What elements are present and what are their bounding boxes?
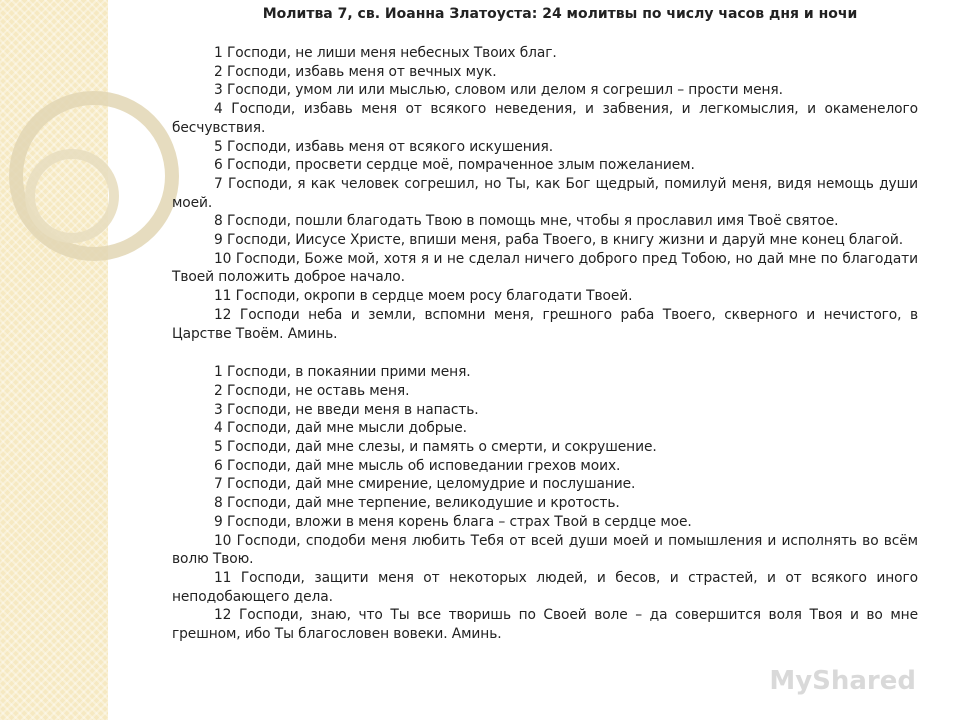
prayer-line: 7 Господи, дай мне смирение, целомудрие и послушание.	[214, 476, 636, 493]
prayer-line: 4 Господи, дай мне мысли добрые.	[214, 420, 467, 437]
prayer-line: 10 Господи, Боже мой, хотя я и не сделал ничего доброго пред Тобою, но дай мне по благодати Твоей положить доброе начало.	[172, 250, 918, 286]
prayer-line: 10 Господи, сподоби меня любить Тебя от всей души моей и помышления и исполнять во всём волю Твою.	[172, 532, 918, 568]
slide-content	[172, 4, 918, 644]
prayer-line: 1 Господи, не лиши меня небесных Твоих благ.	[214, 45, 557, 61]
prayer-block-1	[172, 44, 918, 343]
watermark-logo: MyShared	[769, 666, 916, 696]
prayer-line: 2 Господи, избавь меня от вечных мук.	[214, 63, 497, 80]
prayer-line: 9 Господи, вложи в меня корень блага – страх Твой в сердце мое.	[214, 513, 692, 530]
decorative-rings	[0, 0, 200, 330]
prayer-line: 8 Господи, пошли благодать Твою в помощь мне, чтобы я прославил имя Твоё святое.	[214, 213, 839, 230]
prayer-line: 2 Господи, не оставь меня.	[214, 382, 410, 399]
prayer-line: 11 Господи, окропи в сердце моем росу благодати Твоей.	[214, 288, 633, 305]
prayer-line: 5 Господи, дай мне слезы, и память о смерти, и сокрушение.	[214, 439, 657, 456]
prayer-line: 7 Господи, я как человек согрешил, но Ты, как Бог щедрый, помилуй меня, видя немощь души моей.	[172, 175, 918, 211]
prayer-line: 4 Господи, избавь меня от всякого неведения, и забвения, и легкомыслия, и окаменелого бесчувствия.	[172, 101, 918, 136]
prayer-line: 11 Господи, защити меня от некоторых людей, и бесов, и страстей, и от всякого иного неподобающего дела.	[172, 569, 918, 605]
prayer-line: 6 Господи, просвети сердце моё, помраченное злым пожеланием.	[214, 157, 695, 174]
prayer-line: 1 Господи, в покаянии прими меня.	[214, 364, 471, 381]
prayer-line: 12 Господи неба и земли, вспомни меня, грешного раба Твоего, скверного и нечистого, в Царстве Твоём. Аминь.	[172, 306, 918, 342]
prayer-line: 6 Господи, дай мне мысль об исповедании грехов моих.	[214, 457, 621, 474]
prayer-line: 8 Господи, дай мне терпение, великодушие и кротость.	[214, 495, 620, 512]
prayer-line: 3 Господи, не введи меня в напасть.	[214, 401, 479, 418]
slide-title: Молитва 7, св. Иоанна Златоуста: 24 молитвы по числу часов дня и ночи	[262, 6, 858, 22]
prayer-block-2	[172, 363, 918, 644]
prayer-line: 3 Господи, умом ли или мыслью, словом или делом я согрешил – прости меня.	[214, 82, 783, 99]
prayer-line: 9 Господи, Иисусе Христе, впиши меня, раба Твоего, в книгу жизни и даруй мне конец благой.	[214, 232, 904, 249]
prayer-line: 5 Господи, избавь меня от всякого искушения.	[214, 138, 554, 155]
prayer-line: 12 Господи, знаю, что Ты все творишь по Своей воле – да совершится воля Твоя и во мне грешном, ибо Ты благословен вовеки. Аминь.	[172, 607, 918, 643]
